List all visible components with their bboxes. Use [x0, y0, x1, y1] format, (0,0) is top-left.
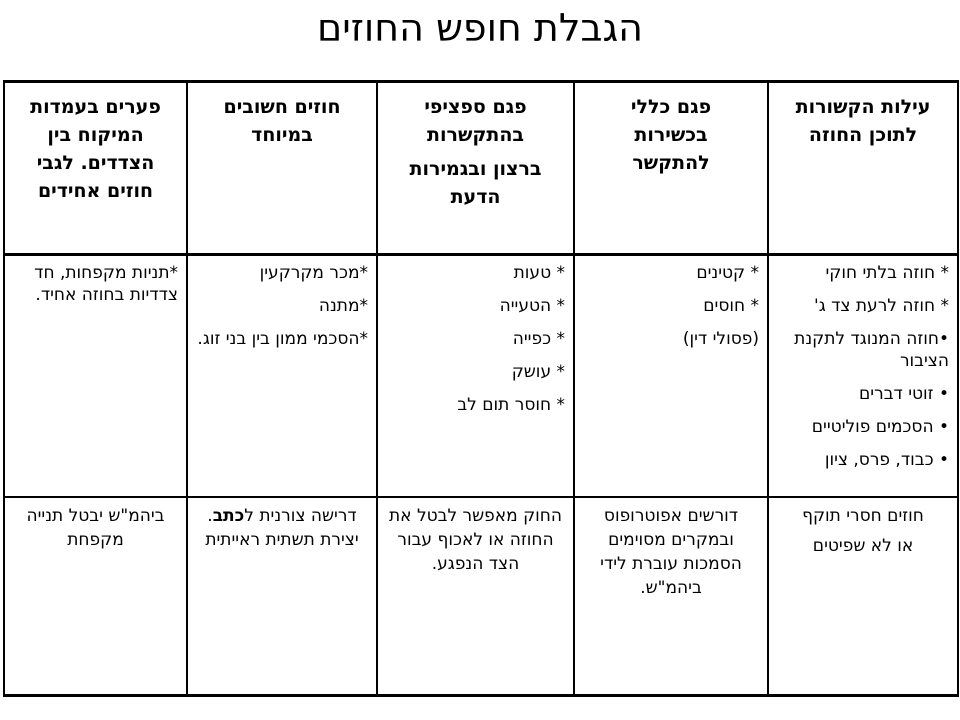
list-item: • זוטי דברים: [859, 384, 949, 404]
list-item: •חוזה המנוגד לתקנת הציבור: [794, 329, 949, 371]
consequence-line: חוזים חסרי תוקף: [802, 505, 924, 526]
examples-cell: [4, 255, 187, 497]
consequence-text-pre: דרישה צורנית ל: [244, 505, 357, 526]
list-item: *מכר מקרקעין: [259, 263, 368, 283]
header-cell-important-contracts: [187, 82, 377, 255]
examples-cell: [768, 255, 958, 497]
header-line: הדעת: [450, 186, 501, 208]
examples-row: [4, 255, 958, 497]
list-item: *תניות מקפחות, חד צדדיות בחוזה אחיד.: [34, 263, 178, 305]
consequence-text: דורשים אפוטרופוס ובמקרים מסוימים הסמכות עוברת לידי ביהמ"ש.: [600, 505, 742, 598]
consequence-cell: [187, 497, 377, 696]
list-item: *הסכמי ממון בין בני זוג.: [197, 329, 368, 349]
header-line: בכשירות: [634, 124, 708, 146]
consequence-cell: [4, 497, 187, 696]
list-item: *מתנה: [318, 296, 368, 316]
header-line: עילות הקשורות: [795, 96, 931, 118]
list-item: • כבוד, פרס, ציון: [824, 450, 949, 470]
examples-cell: [574, 255, 768, 497]
header-sub: [386, 155, 565, 211]
header-line: ברצון ובגמירות: [409, 158, 542, 180]
header-line: פגם ספציפי: [424, 96, 527, 118]
list-item: (פסולי דין): [682, 329, 759, 349]
header-row: [4, 82, 958, 255]
consequence-text: החוק מאפשר לבטל את החוזה או לאכוף עבור הצד הנפגע.: [389, 505, 562, 574]
slide-title: הגבלת חופש החוזים: [317, 6, 643, 50]
consequence-line: או לא שפיטים: [812, 535, 914, 556]
header-line: חוזים חשובים: [223, 96, 341, 118]
header-cell-bargaining-gaps: [4, 82, 187, 255]
header-line: המיקוח בין: [47, 124, 144, 146]
header-cell-consent-defect: [377, 82, 574, 255]
header-line: חוזים אחידים: [37, 180, 154, 202]
list-item: * חוסר תום לב: [457, 395, 565, 415]
consequence-cell: [377, 497, 574, 696]
header-line: לתוכן החוזה: [808, 124, 918, 146]
consequence-cell: [768, 497, 958, 696]
header-line: במיוחד: [251, 124, 313, 146]
list-item: * כפייה: [512, 329, 565, 349]
list-item: * עושק: [511, 362, 565, 382]
list-item: * חוסים: [703, 296, 759, 316]
list-item: * טעות: [513, 263, 565, 283]
list-item: * חוזה בלתי חוקי: [825, 263, 949, 283]
header-line: פגם כללי: [630, 96, 712, 118]
list-item: * קטינים: [696, 263, 759, 283]
header-cell-capacity-defect: [574, 82, 768, 255]
consequence-text-bold: כתב: [212, 505, 245, 526]
consequence-text: ביהמ"ש יבטל תנייה מקפחת: [26, 505, 165, 550]
list-item: * הטעייה: [499, 296, 565, 316]
consequences-row: [4, 497, 958, 696]
header-line: בהתקשרות: [427, 124, 524, 146]
header-cell-content-grounds: [768, 82, 958, 255]
header-line: להתקשר: [632, 152, 710, 174]
consequence-cell: [574, 497, 768, 696]
examples-cell: [187, 255, 377, 497]
header-line: הצדדים. לגבי: [36, 152, 155, 174]
examples-cell: [377, 255, 574, 497]
header-line: פערים בעמדות: [30, 96, 161, 118]
list-item: * חוזה לרעת צד ג': [814, 296, 949, 316]
consequence-text-post: . יצירת תשתית ראייתית: [205, 505, 359, 550]
list-item: • הסכמים פוליטיים: [811, 417, 949, 437]
contract-limitations-table: [3, 80, 959, 697]
